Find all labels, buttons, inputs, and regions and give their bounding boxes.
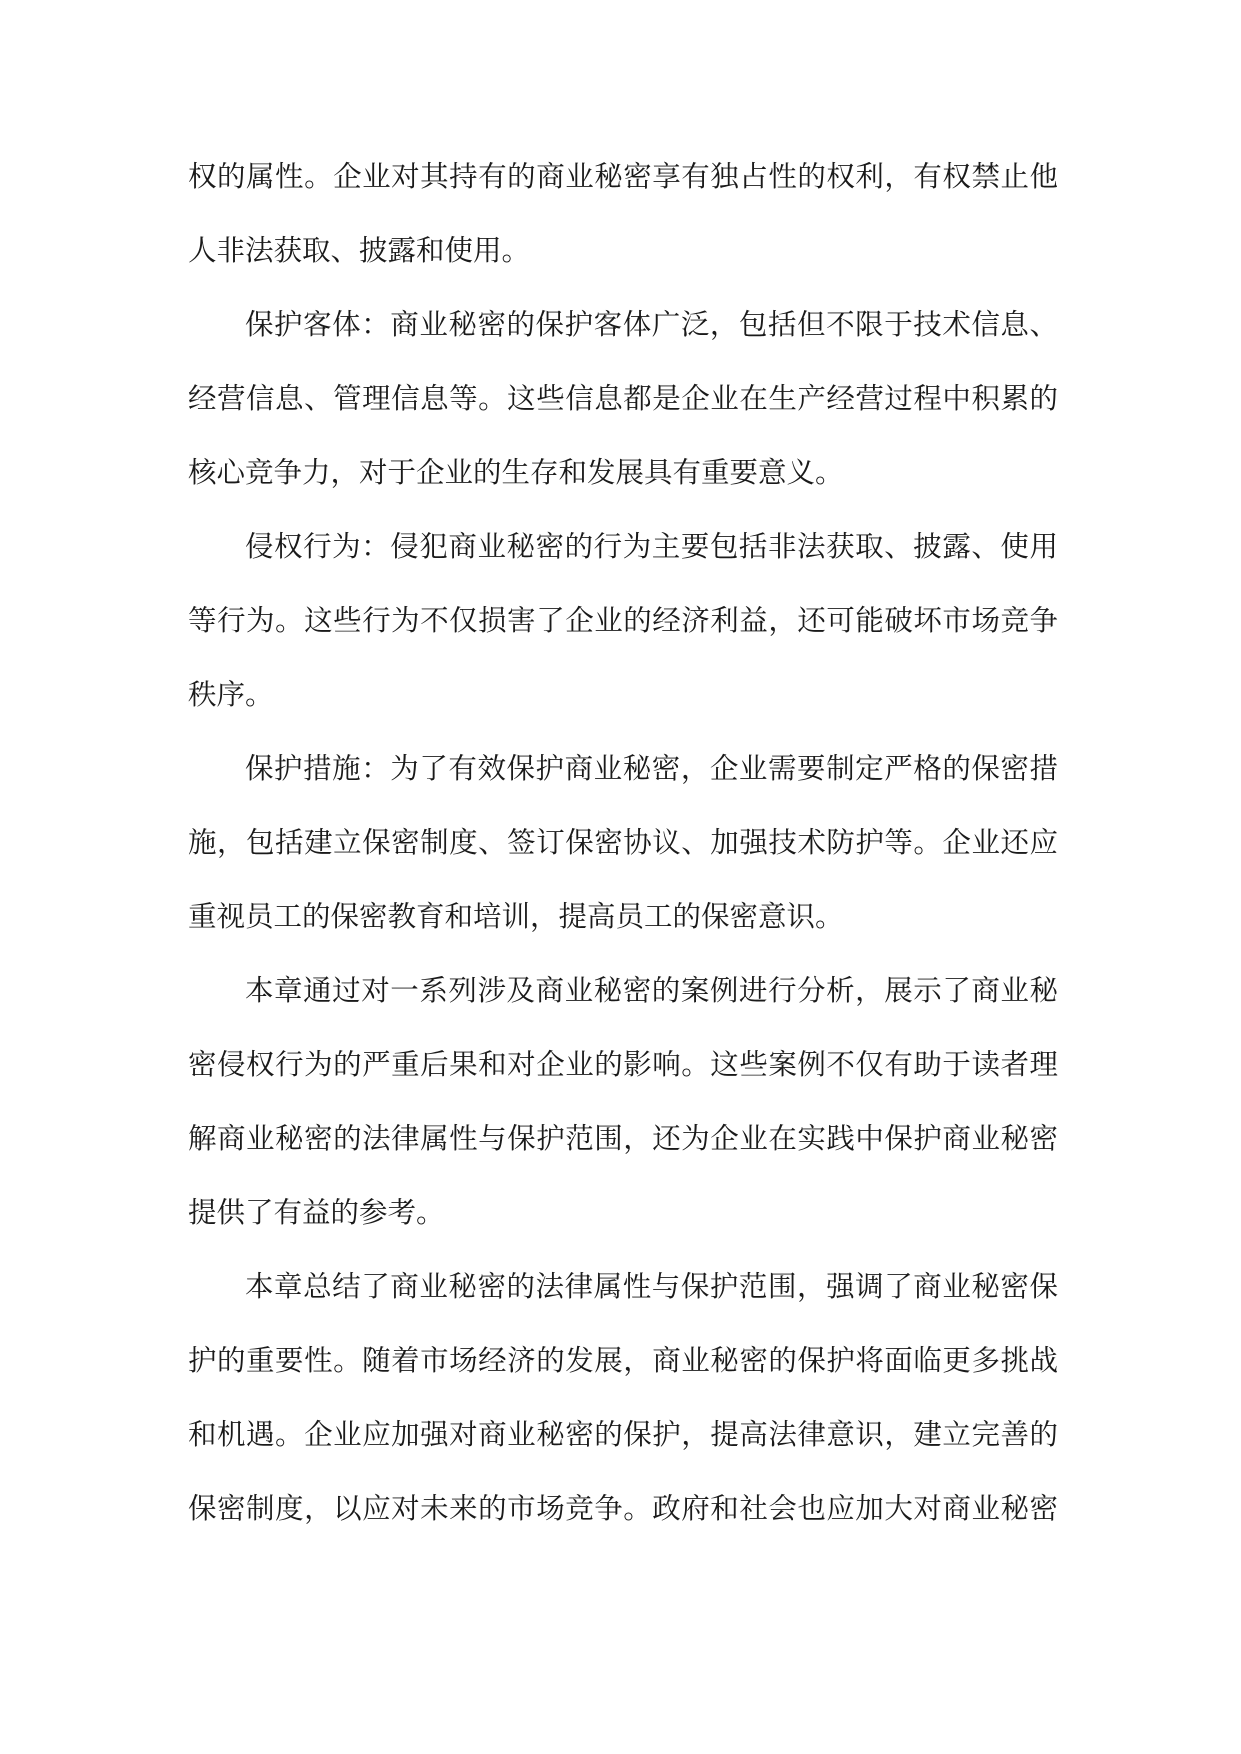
text-line: 侵权行为：侵犯商业秘密的行为主要包括非法获取、披露、使用 [245,530,1058,563]
text-line: 和机遇。企业应加强对商业秘密的保护，提高法律意识，建立完善的 [188,1418,1058,1451]
text-line: 经营信息、管理信息等。这些信息都是企业在生产经营过程中积累的 [188,382,1058,415]
text-line: 本章总结了商业秘密的法律属性与保护范围，强调了商业秘密保 [245,1270,1058,1303]
text-line: 人非法获取、披露和使用。 [188,234,531,267]
text-line: 保护措施：为了有效保护商业秘密，企业需要制定严格的保密措 [245,752,1058,785]
text-line: 保护客体：商业秘密的保护客体广泛，包括但不限于技术信息、 [245,308,1058,341]
text-line: 秩序。 [188,678,274,711]
text-line: 提供了有益的参考。 [188,1196,445,1229]
text-line: 本章通过对一系列涉及商业秘密的案例进行分析，展示了商业秘 [245,974,1058,1007]
text-line: 施，包括建立保密制度、签订保密协议、加强技术防护等。企业还应 [188,826,1058,859]
text-line: 核心竞争力，对于企业的生存和发展具有重要意义。 [188,456,844,489]
text-line: 护的重要性。随着市场经济的发展，商业秘密的保护将面临更多挑战 [188,1344,1058,1377]
body-text [188,140,1058,1546]
text-line: 等行为。这些行为不仅损害了企业的经济利益，还可能破坏市场竞争 [188,604,1058,637]
text-line: 解商业秘密的法律属性与保护范围，还为企业在实践中保护商业秘密 [188,1122,1058,1155]
text-line: 重视员工的保密教育和培训，提高员工的保密意识。 [188,900,844,933]
text-line: 权的属性。企业对其持有的商业秘密享有独占性的权利，有权禁止他 [188,160,1058,193]
text-line: 保密制度，以应对未来的市场竞争。政府和社会也应加大对商业秘密 [188,1492,1058,1525]
text-line: 密侵权行为的严重后果和对企业的影响。这些案例不仅有助于读者理 [188,1048,1058,1081]
